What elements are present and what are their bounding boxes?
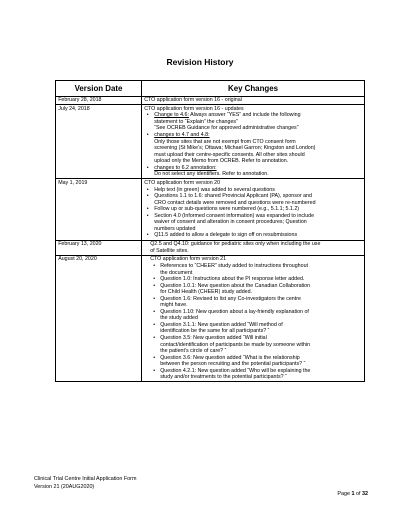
version-date-cell: May 1, 2019	[56, 179, 142, 240]
list-item: • Question 3.5: New question added “Will initial contact/identification of participants be made by someone within the patient’s circle of care? “	[160, 335, 362, 355]
version-date-header: Version Date	[56, 81, 142, 97]
total-pages: 32	[362, 491, 368, 497]
list-item: • Help text (in green) was added to several questions	[154, 187, 362, 194]
list-item: • changes to 6.2 annotation: Do not select any identifiers. Refer to annotation.	[154, 165, 362, 178]
list-item: • Question 1.6: Revised to list any Co-investigators the centre might have.	[160, 296, 362, 309]
list-item: • Change to 4.6: Always answer “YES” and include the following statement to “Explain” the changes” “See OCREB Guidance for approved administrative changes”	[154, 112, 362, 132]
change-list	[144, 187, 362, 239]
version-date-cell: August 20, 2020	[56, 255, 142, 382]
table-row	[56, 240, 365, 255]
change-intro: CTO application form version 16 - updates	[144, 105, 244, 112]
list-item: • Question 3.1.1: New question added “Will method of identification be the same for all participants? “	[160, 322, 362, 335]
key-changes-cell	[142, 255, 365, 382]
current-page: 1	[351, 491, 355, 497]
table-row	[56, 105, 365, 179]
table-row	[56, 179, 365, 240]
change-list	[144, 263, 362, 381]
list-item: • Question 1.0: Instructions about the PI response letter added.	[160, 276, 362, 283]
key-changes-cell	[142, 96, 365, 105]
change-heading: Change to 4.6:	[154, 112, 189, 119]
version-date-cell: February 13, 2020	[56, 240, 142, 255]
table-row	[56, 96, 365, 105]
list-item: • Question 1.0.1: New question about the Canadian Collaboration for Child Health (CHEER) study added.	[160, 283, 362, 296]
document-title: Revision History	[166, 57, 234, 67]
list-item: • References to “CHEER” study added to instructions throughout the document	[160, 263, 362, 276]
change-list	[144, 112, 362, 177]
list-item: • changes to 4.7 and 4.8: Only those sites that are not exempt from CTO consent form screening (St Mike’s; Ottawa; Michael Garron; Kingston and London) must upload their centre-specific consents. All other sites should upload only the Memo from OCREB. Refer to annotation.	[154, 132, 362, 165]
change-intro: CTO application form version 21	[150, 256, 227, 263]
key-changes-cell	[142, 105, 365, 179]
key-changes-cell	[142, 179, 365, 240]
table-header-row	[56, 81, 365, 97]
list-item: • Q11.5 added to allow a delegate to sign off on resubmissions	[154, 232, 362, 239]
version-date-cell: July 24, 2018	[56, 105, 142, 179]
change-heading: changes to 4.7 and 4.8:	[154, 132, 210, 139]
list-item: • Question 1.10: New question about a lay-friendly explanation of the study added	[160, 309, 362, 322]
key-changes-cell	[142, 240, 365, 255]
version-date-cell: February 28, 2018	[56, 96, 142, 105]
list-item: • Questions 1.1 to 1.6: shared Provincial Applicant (PA), sponsor and CRO contact details were removed and questions were re-numbered	[154, 193, 362, 206]
footer-form-name: Clinical Trial Centre Initial Application Form	[34, 476, 137, 482]
page-number: Page 1 of 32	[337, 491, 368, 497]
footer-version: Version 21 (20AUG2020)	[34, 483, 95, 490]
key-changes-header: Key Changes	[142, 81, 365, 97]
list-item: • Follow up or sub-questions were numbered (e.g., 5.1.1; 5.1.2)	[154, 206, 362, 213]
list-item: • Section 4.0 (Informed consent information) was expanded to include waiver of consent and alteration in consent procedures; Question numbers updated	[154, 213, 362, 233]
table-row	[56, 255, 365, 382]
footer	[34, 476, 136, 491]
revision-history-table	[55, 80, 365, 382]
list-item: • Question 3.6: New question added “What is the relationship between the person recruiting and the potential participants? “	[160, 355, 362, 368]
change-heading: changes to 6.2 annotation:	[154, 164, 217, 171]
change-intro: CTO application form version 16 - original	[144, 97, 242, 104]
change-text: Q2.5 and Q4.10: guidance for pediatric sites only when including the use of Satellite sites.	[150, 241, 321, 254]
change-intro: CTO application form version 20	[144, 180, 221, 187]
list-item: • Question 4.2.1: New question added “Who will be explaining the study and/or treatments to the potential participants? “	[160, 368, 362, 381]
